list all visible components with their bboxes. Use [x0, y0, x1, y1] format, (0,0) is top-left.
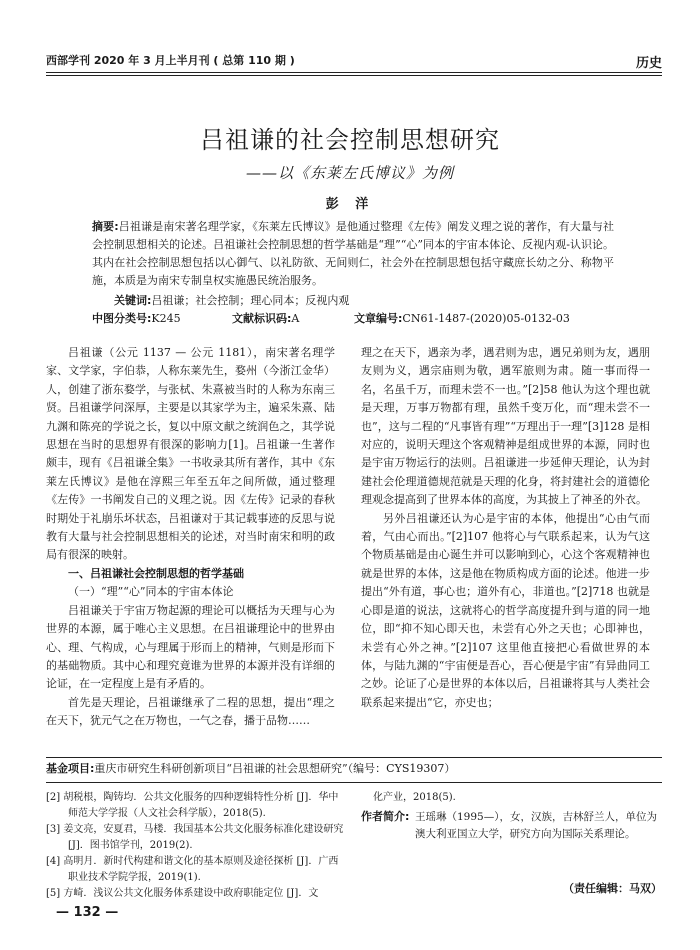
- doc-label: 文献标识码:: [232, 312, 292, 325]
- fund-text: 重庆市研究生科研创新项目“吕祖谦的社会思想研究”（编号：CYS19307）: [94, 762, 456, 775]
- header-rule: [46, 72, 662, 73]
- body-paragraph: 理之在天下，遇亲为孝，遇君则为忠，遇兄弟则为友，遇朋友则为义，遇宗庙则为敬，遇军旅则为肃。随一事而得一名，名虽千万，而理未尝不一也。”[2]58 他认为这个理也就是天理，万事万物都有理，虽然千变万化，而“理未尝不一也”，这与二程的“凡事皆有理”“万理出于一理”[3]128 是相对应的，说明天理这个客观精神是组成世界的本源，同时也是宇宙万物运行的法则。吕祖谦进一步延伸天理论，认为封建社会伦理道德规范就是天理的化身，将封建社会的道德伦理观念提高到了世界本体的高度，为其披上了神圣的外衣。: [361, 346, 650, 507]
- article-subtitle: ——以《东莱左氏博议》为例: [245, 164, 454, 182]
- fund-note: [46, 760, 662, 778]
- bio-label: 作者简介:: [361, 810, 410, 823]
- reference-continuation: [361, 790, 661, 806]
- reference-item: [4] 高明月．新时代构建和谐文化的基本原则及途径探析 [J]．广西职业技术学院学报，2019(1).: [46, 856, 339, 883]
- body-column-right: [361, 344, 650, 744]
- section-label: 历史: [635, 56, 662, 71]
- running-header: [46, 50, 662, 72]
- body-paragraph: 吕祖谦关于宇宙万物起源的理论可以概括为天理与心为世界的本源，属于唯心主义思想。在吕祖谦理论中的世界由心、理、气构成，心与理属于形而上的精神，气则是形而下的基础物质。其中心和理究竟谁为世界的本源并没有详细的论证，在一定程度上是有矛盾的。: [46, 603, 335, 691]
- keywords: [92, 293, 614, 309]
- body-paragraph: 吕祖谦（公元 1137 — 公元 1181），南宋著名理学家、文学家，字伯恭，人称东莱先生，婺州（今浙江金华）人，创建了浙东婺学，与张栻、朱熹被当时的人称为东南三贤。吕祖谦学问深厚，主要是以其家学为主，遍采朱熹、陆九渊和陈亮的学说之长，复以中原文献之统润色之，其学说思想在当时的思想界有很深的影响力[1]。吕祖谦一生著作颇丰，现有《吕祖谦全集》一书收录其所有著作，其中《东莱左氏博议》是他在淳熙三年至五年之间所做，通过整理《左传》一书阐发自己的义理之说。因《左传》记录的春秋时期处于礼崩乐坏状态，吕祖谦对于其记载事迹的反思与说教有大量与社会控制思想相关的论述，对当时南宋和明的政局有很深的映射。: [46, 346, 335, 562]
- reference-list: [46, 790, 346, 902]
- author-name: 彭 洋: [325, 197, 375, 212]
- keywords-text: 吕祖谦；社会控制；理心同本；反视内观: [151, 294, 350, 307]
- journal-issue: 西部学刊 2020 年 3 月上半月刊 ( 总第 110 期 ): [46, 54, 295, 67]
- reference-item: [3] 姜文亮，安夏君，马楼．我国基本公共文化服务标准化建设研究 [J]．图书馆学刊，2019(2).: [46, 824, 344, 851]
- reference-item: [2] 胡税根，陶铸均．公共文化服务的四种逻辑特性分析 [J]．华中师范大学学报（人文社会科学版），2018(5).: [46, 792, 339, 819]
- fund-label: 基金项目:: [46, 762, 95, 775]
- bio-text: 王瑶琳（1995—），女，汉族，吉林舒兰人，单位为澳大利亚国立大学，研究方向为国际关系理论。: [415, 811, 657, 840]
- article-title: 吕祖谦的社会控制思想研究: [200, 126, 500, 154]
- class-label: 中图分类号:: [92, 312, 152, 325]
- reference-item: 化产业，2018(5).: [373, 792, 456, 803]
- abstract: [92, 218, 614, 290]
- body-paragraph: 另外吕祖谦还认为心是宇宙的本体，他提出“心由气而着，气由心而出。”[2]107 他将心与气联系起来，认为气这个物质基础是由心诞生并可以影响到心，心这个客观精神也就是世界的本体，这是他在物质构成方面的论述。他进一步提出“外有道，事心也；道外有心，非道也。”[2]718 也就是心即是道的说法，这就将心的哲学高度提升到与道的同一地位，即“抑不知心即天也，未尝有心外之天也；心即神也，未尝有心外之神。”[2]107 这里他直接把心看做世界的本体，与陆九渊的“宇宙便是吾心，吾心便是宇宙”有异曲同工之妙。论证了心是世界的本体以后，吕祖谦将其与人类社会联系起来提出“它，亦史也；: [361, 511, 650, 709]
- fund-rule-bottom: [46, 782, 662, 783]
- author-bio: [361, 809, 661, 842]
- body-paragraph: 首先是天理论，吕祖谦继承了二程的思想，提出“理之在天下，犹元气之在万物也，一气之春，播于品物……: [46, 695, 335, 728]
- doc-value: A: [291, 312, 300, 325]
- keywords-label: 关键词:: [114, 294, 152, 307]
- body-column-left: [46, 344, 335, 744]
- abstract-text: 吕祖谦是南宋著名理学家，《东莱左氏博议》是他通过整理《左传》阐发义理之说的著作，有大量与社会控制思想相关的论述。吕祖谦社会控制思想的哲学基础是“理”“心”同本的宇宙本体论、反视内观-认识论。其内在社会控制思想包括以心御气、以礼防欲、无间则仁，社会外在控制思想包括守藏庶长幼之分、称物平施，本质是为南宋专制皇权实施愚民统治服务。: [92, 220, 615, 287]
- responsible-editor: （责任编辑：马双）: [563, 882, 662, 895]
- subsection-heading: （一）“理”“心”同本的宇宙本体论: [68, 585, 234, 599]
- header-rule-thin: [46, 75, 662, 76]
- fund-rule: [46, 757, 662, 758]
- reference-item: [5] 方崎．浅议公共文化服务体系建设中政府职能定位 [J]．文: [46, 888, 319, 899]
- section-heading: 一、吕祖谦社会控制思想的哲学基础: [68, 566, 244, 580]
- article-no-label: 文章编号:: [354, 312, 403, 325]
- page-number: — 132 —: [56, 905, 119, 920]
- article-no-value: CN61-1487-(2020)05-0132-03: [402, 312, 570, 325]
- abstract-label: 摘要:: [92, 220, 119, 233]
- class-value: K245: [151, 312, 181, 325]
